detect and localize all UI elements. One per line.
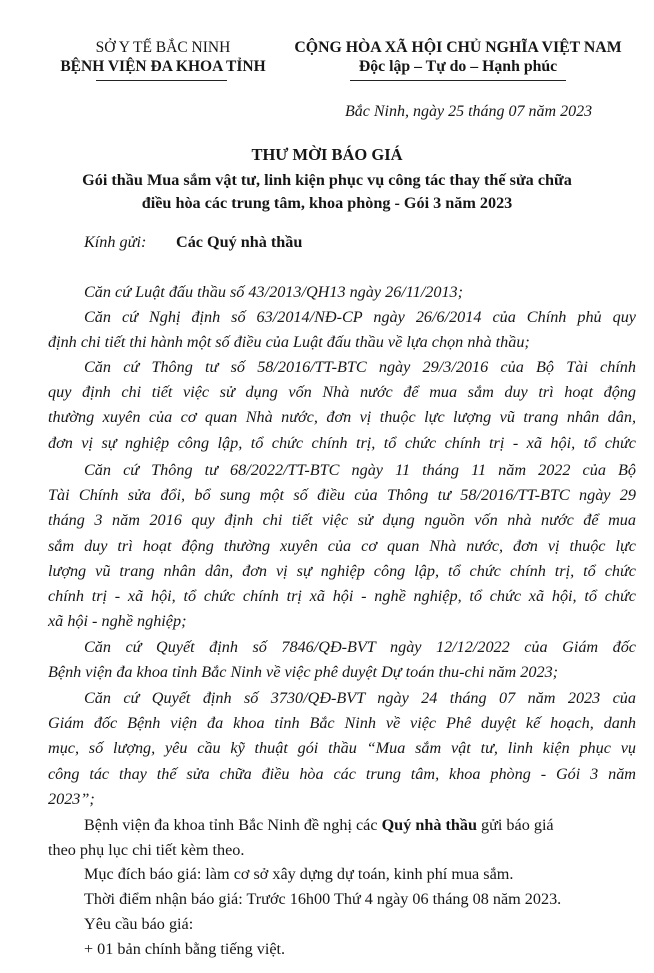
quotation-requirements-heading: Yêu cầu báo giá:: [84, 915, 194, 933]
quotation-purpose: Mục đích báo giá: làm cơ sở xây dựng dự toán, kinh phí mua sắm.: [84, 865, 514, 883]
legal-basis-5: Căn cứ Quyết định số 7846/QĐ-BVT ngày 12/12/2022 của Giám đốc Bệnh viện đa khoa tỉnh Bắc Ninh về việc phê duyệt Dự toán thu-chi năm 2023;: [48, 638, 636, 682]
greeting-recipient: Các Quý nhà thầu: [176, 233, 303, 251]
agency-name: SỞ Y TẾ BẮC NINH: [95, 39, 231, 56]
request-line-2: theo phụ lục chi tiết kèm theo.: [48, 840, 245, 859]
request-bidders: Quý nhà thầu: [381, 816, 477, 834]
request-text-end: gửi báo giá: [476, 816, 554, 834]
document-title: THƯ MỜI BÁO GIÁ: [251, 145, 403, 164]
hospital-name-underline: [96, 80, 227, 81]
greeting-label: Kính gửi:: [84, 233, 147, 251]
package-name-line-1: Gói thầu Mua sắm vật tư, linh kiện phục vụ công tác thay thế sửa chữa: [82, 171, 572, 189]
legal-basis-4: Căn cứ Thông tư 68/2022/TT-BTC ngày 11 tháng 11 năm 2022 của Bộ Tài Chính sửa đổi, bổ sung một số điều của Thông tư 58/2016/TT-BTC ngày 29 tháng 3 năm 2016 quy định chi tiết việc sử dụng nguồn vốn nhà nước để mua sắm duy trì hoạt động thường xuyên của cơ quan Nhà nước, đơn vị thuộc lực lượng vũ trang nhân dân, đơn vị sự nghiệp công lập, tổ chức chính trị, tổ chức chính trị - xã hội, tổ chức chính trị xã hội - nghề nghiệp, tổ chức xã hội, tổ chức xã hội - nghề nghiệp;: [48, 461, 636, 631]
quotation-deadline: Thời điểm nhận báo giá: Trước 16h00 Thứ 4 ngày 06 tháng 08 năm 2023.: [84, 890, 562, 908]
quotation-requirement-1: + 01 bản chính bằng tiếng việt.: [84, 940, 286, 958]
legal-basis-2: Căn cứ Nghị định số 63/2014/NĐ-CP ngày 26/6/2014 của Chính phủ quy định chi tiết thi hành một số điều của Luật đấu thầu về lựa chọn nhà thầu;: [48, 308, 636, 352]
national-motto-underline: [350, 80, 566, 81]
hospital-name: BỆNH VIỆN ĐA KHOA TỈNH: [60, 58, 266, 75]
legal-basis-3: Căn cứ Thông tư số 58/2016/TT-BTC ngày 29/3/2016 của Bộ Tài chính quy định chi tiết việc sử dụng vốn Nhà nước để mua sắm duy trì hoạt động thường xuyên của cơ quan Nhà nước, đơn vị thuộc lực lượng vũ trang nhân dân, đơn vị sự nghiệp công lập, tổ chức chính trị, tổ chức chính trị - xã hội, tổ chức: [48, 358, 636, 452]
quotation-request: [48, 813, 636, 862]
package-name-line-2: điều hòa các trung tâm, khoa phòng - Gói 3 năm 2023: [141, 194, 513, 212]
legal-basis-1: Căn cứ Luật đấu thầu số 43/2013/QH13 ngày 26/11/2013;: [84, 283, 464, 301]
request-text-start: Bệnh viện đa khoa tỉnh Bắc Ninh đề nghị các: [84, 816, 382, 834]
document-date: Bắc Ninh, ngày 25 tháng 07 năm 2023: [345, 103, 593, 120]
national-motto: Độc lập – Tự do – Hạnh phúc: [358, 58, 558, 75]
legal-basis-6: Căn cứ Quyết định số 3730/QĐ-BVT ngày 24 tháng 07 năm 2023 của Giám đốc Bệnh viện đa khoa tỉnh Bắc Ninh về việc Phê duyệt kế hoạch, danh mục, số lượng, yêu cầu kỹ thuật gói thầu “Mua sắm vật tư, linh kiện phục vụ công tác thay thế sửa chữa điều hòa các trung tâm, khoa phòng - Gói 3 năm 2023”;: [48, 689, 636, 808]
country-name: CỘNG HÒA XÃ HỘI CHỦ NGHĨA VIỆT NAM: [294, 39, 622, 56]
